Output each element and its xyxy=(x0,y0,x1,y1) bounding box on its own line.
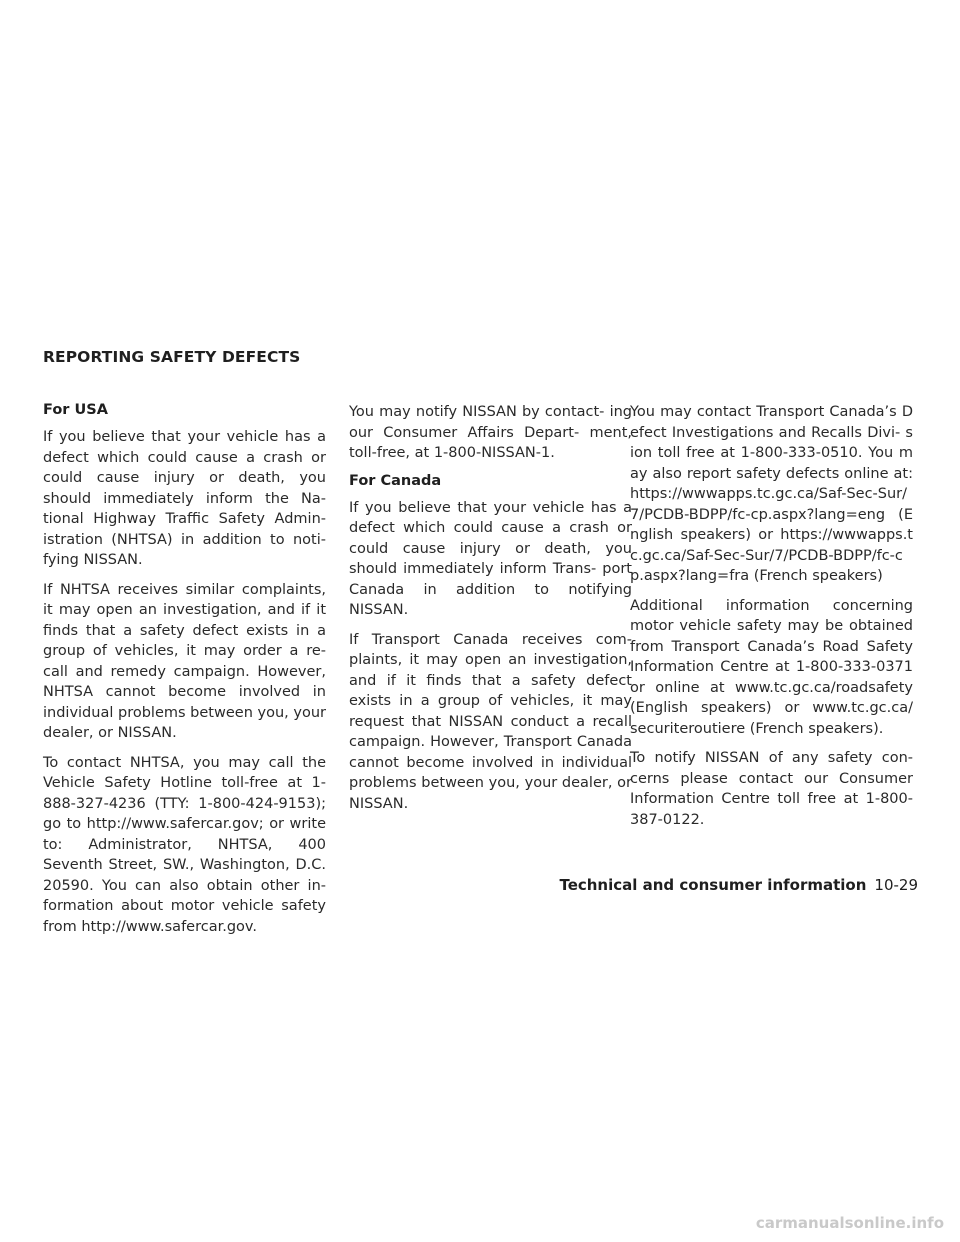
page-number: 10-29 xyxy=(874,876,918,894)
paragraph-notify-nissan: You may notify NISSAN by contact- ing our Consumer Affairs Depart- ment, toll-free, at 1-800-NISSAN-1. xyxy=(349,404,632,461)
paragraph-nhtsa-complaints: If NHTSA receives similar complaints, it may open an investigation, and if it finds that a safety defect exists in a group of vehicles, it may order a re- call and remedy campaign. However, NHTSA cannot become involved in individual problems between you, your dealer, or NISSAN. xyxy=(43,581,326,741)
paragraph-transport-canada-complaints: If Transport Canada receives com- plaints, it may open an investigation, and if it finds that a safety defect exists in a group of vehicles, it may request that NISSAN conduct a recall campaign. However, Transport Canada cannot become involved in individual problems between you, your dealer, or NISSAN. xyxy=(349,631,632,812)
paragraph-contact-nhtsa: To contact NHTSA, you may call the Vehicle Safety Hotline toll-free at 1-888-327-4236 (TTY: 1-800-424-9153); go to http://www.safercar.gov; or write to: Administrator, NHTSA, 400 Seventh Street, SW., Washington, D.C. 20590. You can also obtain other in- formation about motor vehicle safety from http://www.safercar.gov. xyxy=(43,754,326,935)
paragraph-notify-nissan-canada: To notify NISSAN of any safety con- cerns please contact our Consumer Information Centre toll free at 1-800- 387-0122. xyxy=(630,750,913,828)
footer-section-title: Technical and consumer information xyxy=(559,876,867,894)
page-footer xyxy=(559,876,918,894)
heading-for-canada: For Canada xyxy=(349,472,442,489)
section-title: REPORTING SAFETY DEFECTS xyxy=(43,348,301,366)
column-usa xyxy=(43,402,326,946)
paragraph-transport-canada-contact: You may contact Transport Canada’s Defect Investigations and Recalls Divi- sion toll free at 1-800-333-0510. You may also report safety defects online at: https://wwwapps.tc.gc.ca/Saf-Sec-Sur/7/PCDB-BDPP/fc-cp.aspx?lang=eng (English speakers) or https://wwwapps.tc.gc.ca/Saf-Sec-Sur/7/PCDB-BDPP/fc-cp.aspx?lang=fra (French speakers) xyxy=(630,404,913,584)
paragraph-additional-information: Additional information concerning motor vehicle safety may be obtained from Transport Canada’s Road Safety Information Centre at 1-800-333-0371 or online at www.tc.gc.ca/roadsafety (English speakers) or www.tc.gc.ca/ securiteroutiere (French speakers). xyxy=(630,597,913,737)
column-canada xyxy=(349,402,632,823)
paragraph-canada-defect: If you believe that your vehicle has a defect which could cause a crash or could cause injury or death, you should immediately inform Trans- port Canada in addition to notifying NISSAN. xyxy=(349,499,632,618)
watermark: carmanualsonline.info xyxy=(755,1214,944,1232)
paragraph-usa-defect: If you believe that your vehicle has a defect which could cause a crash or could cause injury or death, you should immediately inform the Na- tional Highway Traffic Safety Admin- istration (NHTSA) in addition to noti- fying NISSAN. xyxy=(43,429,326,568)
heading-for-usa: For USA xyxy=(43,402,108,418)
column-canada-contacts xyxy=(630,402,913,839)
